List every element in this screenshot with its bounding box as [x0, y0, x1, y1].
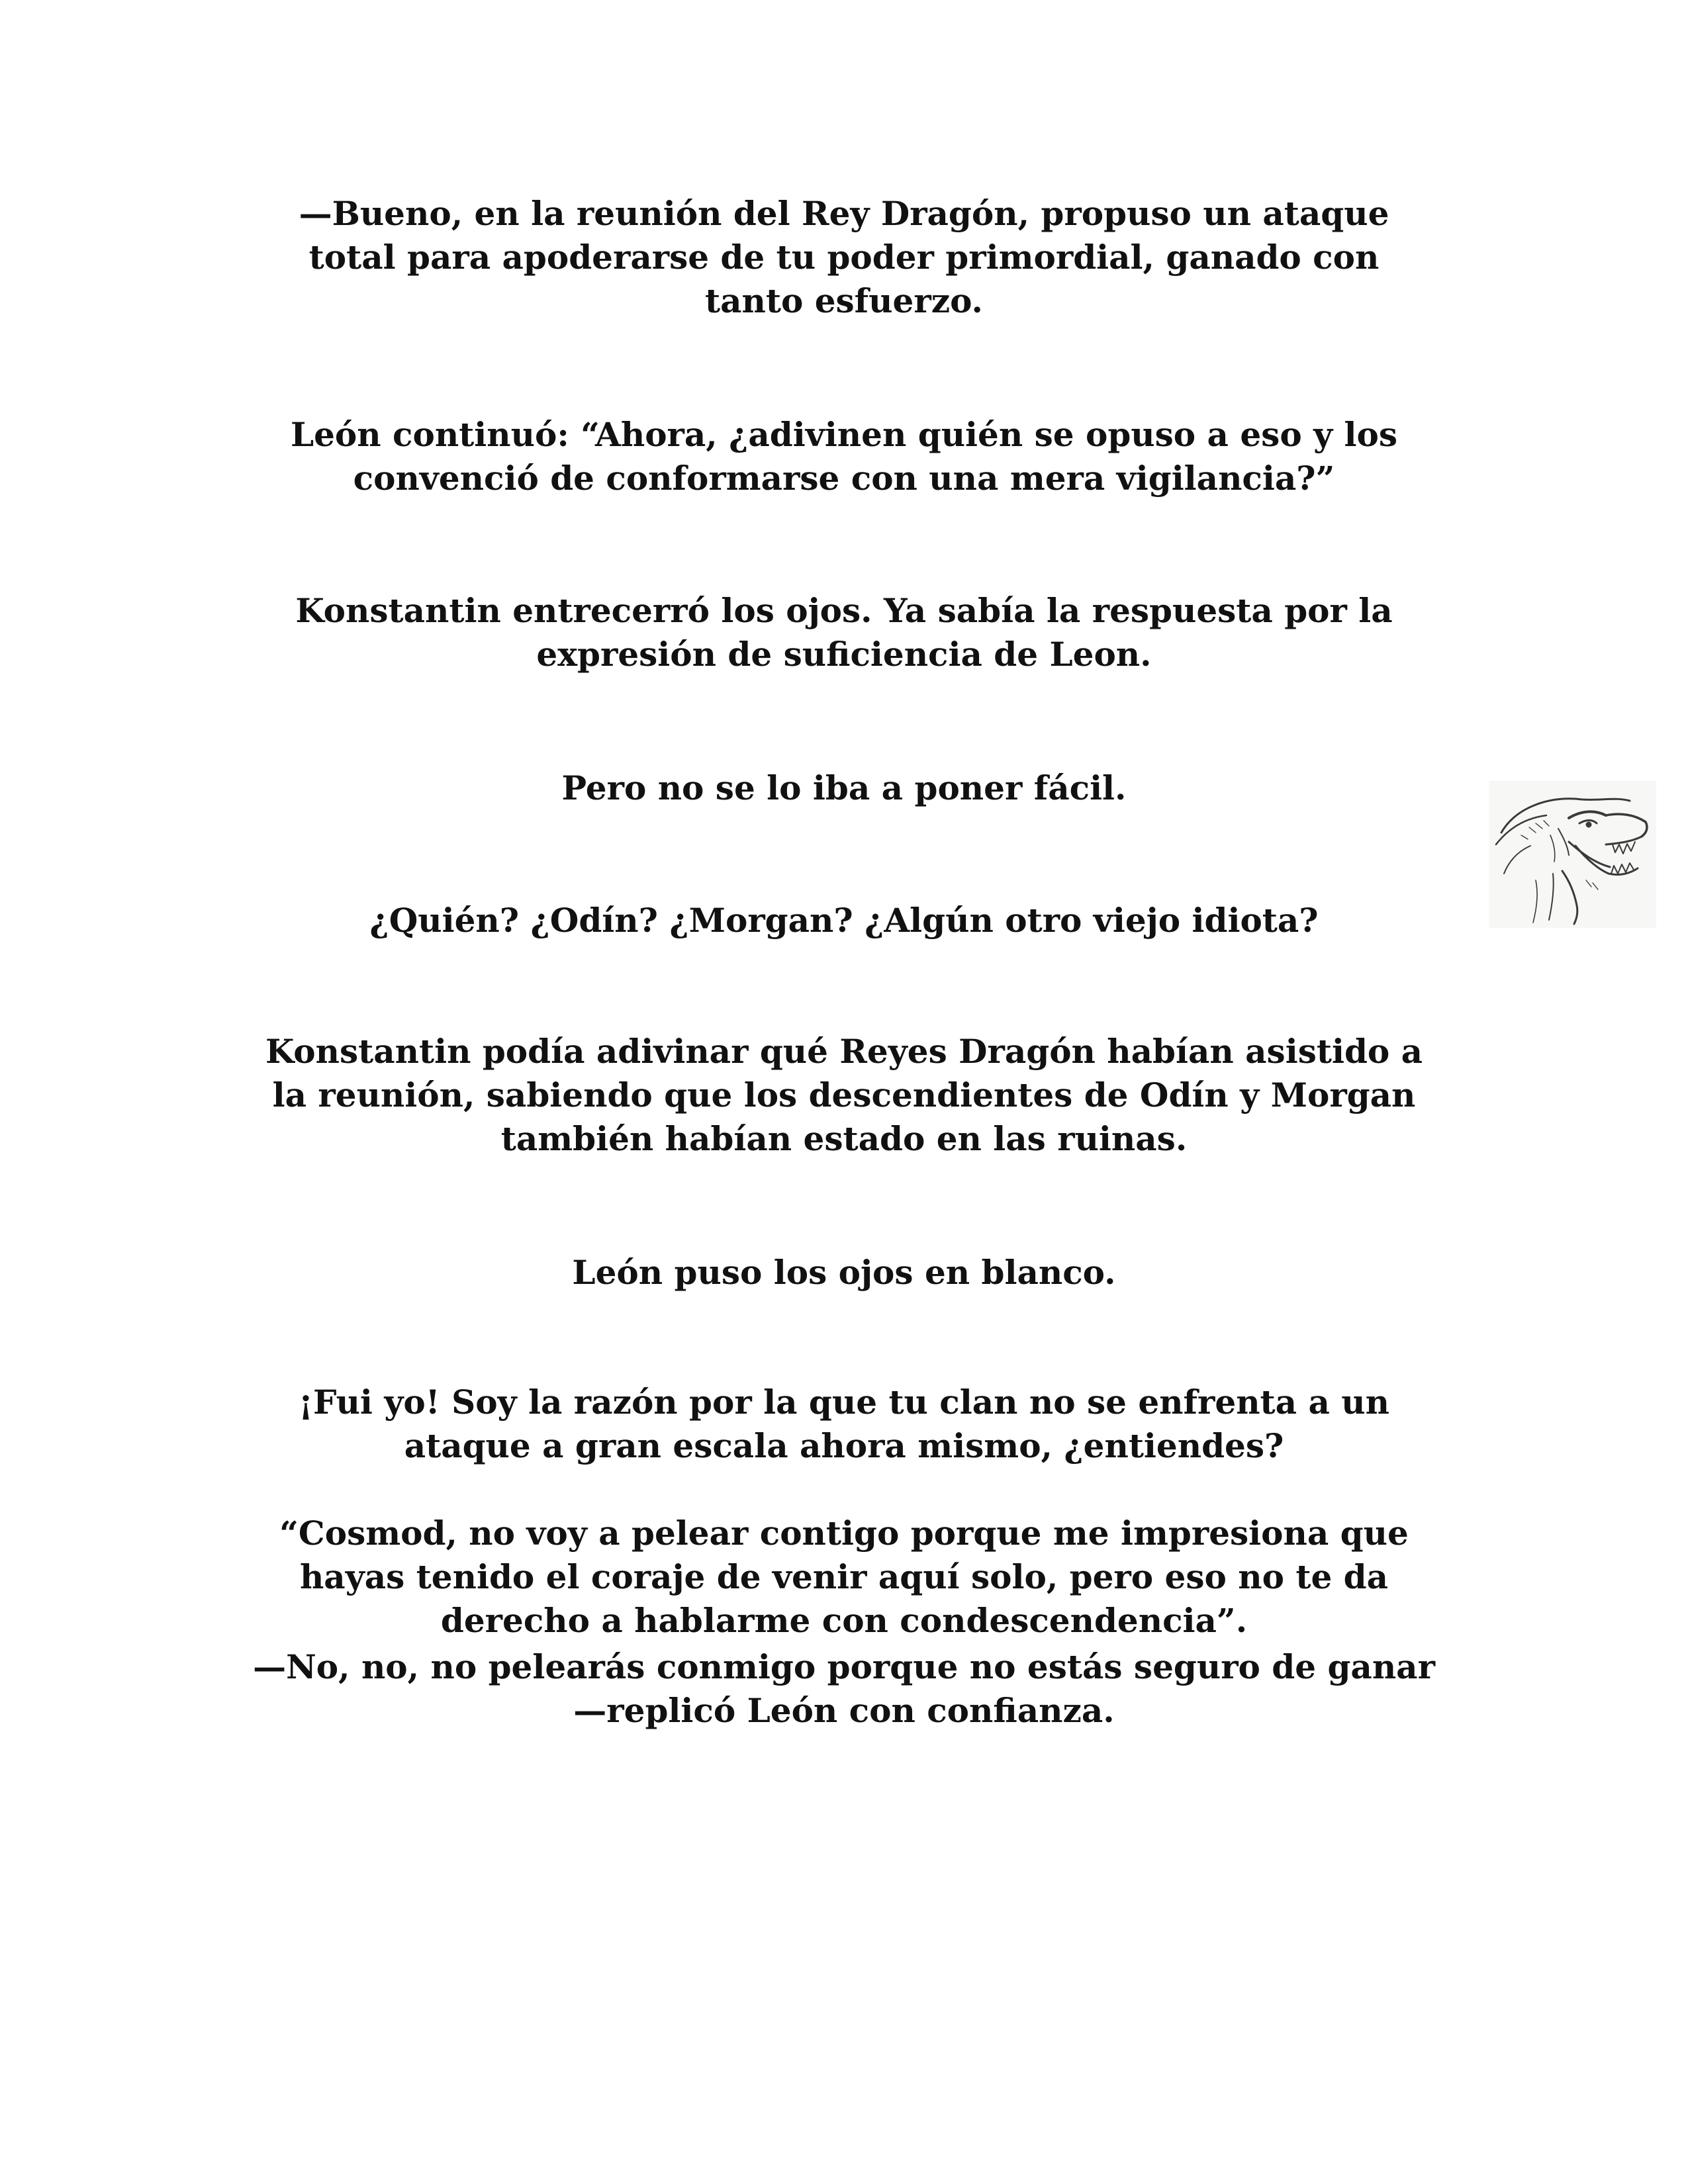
paragraph-5: ¿Quién? ¿Odín? ¿Morgan? ¿Algún otro viejo idiota? — [369, 901, 1319, 940]
paragraph-10: —No, no, no pelearás conmigo porque no estás seguro de ganar —replicó León con confianza. — [253, 1647, 1435, 1730]
dragon-head-sketch-icon — [1489, 781, 1656, 928]
paragraph-8: ¡Fui yo! Soy la razón por la que tu clan no se enfrenta a un ataque a gran escala ahora mismo, ¿entiendes? — [299, 1383, 1389, 1465]
paragraph-1: —Bueno, en la reunión del Rey Dragón, propuso un ataque total para apoderarse de tu poder primordial, ganado con tanto esfuerzo. — [299, 194, 1389, 320]
paragraph-6: Konstantin podía adivinar qué Reyes Dragón habían asistido a la reunión, sabiendo que los descendientes de Odín y Morgan también habían estado en las ruinas. — [265, 1032, 1423, 1158]
paragraph-2: León continuó: “Ahora, ¿adivinen quién se opuso a eso y los convenció de conformarse con una mera vigilancia?” — [290, 415, 1398, 498]
paragraph-3: Konstantin entrecerró los ojos. Ya sabía la respuesta por la expresión de suficiencia de Leon. — [295, 591, 1393, 674]
paragraph-7: León puso los ojos en blanco. — [572, 1253, 1116, 1292]
paragraph-4: Pero no se lo iba a poner fácil. — [561, 768, 1127, 807]
paragraph-9: “Cosmod, no voy a pelear contigo porque me impresiona que hayas tenido el coraje de venir aquí solo, pero eso no te da derecho a hablarme con condescendencia”. — [279, 1514, 1409, 1640]
